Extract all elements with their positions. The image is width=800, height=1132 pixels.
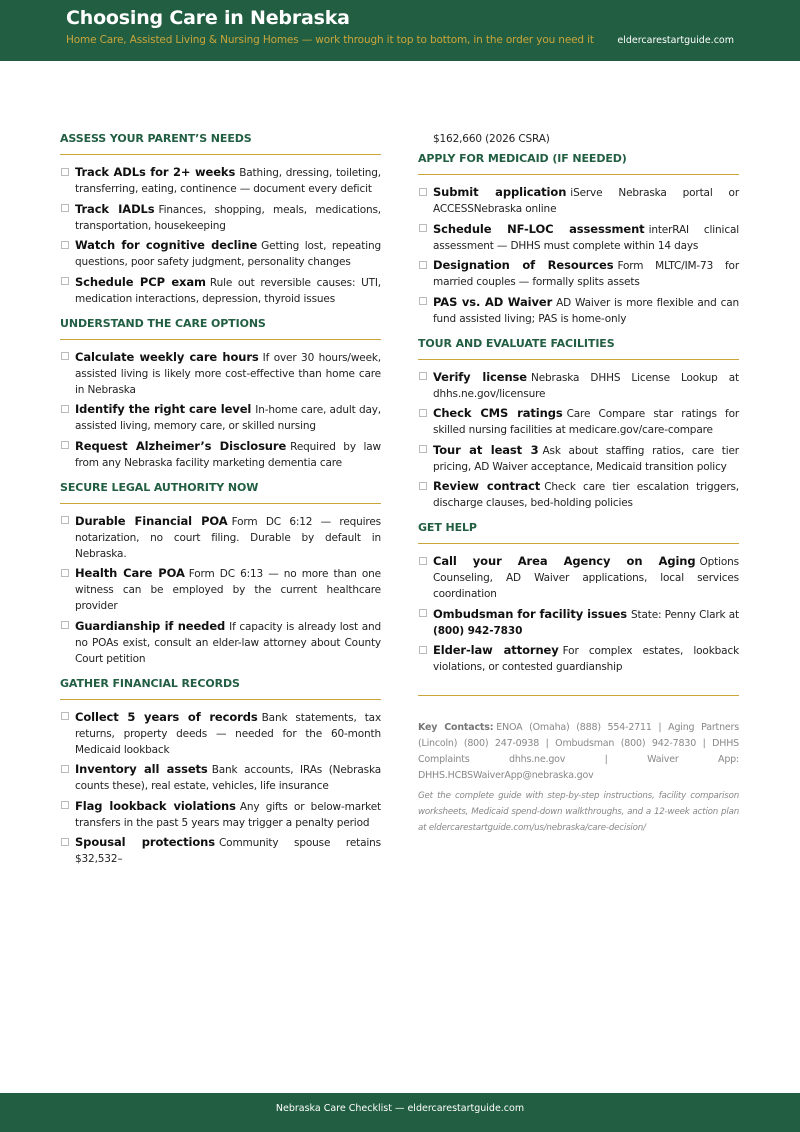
checkbox-icon[interactable]: [419, 482, 427, 490]
item-text: For complex estates, lookback violations, or contested guardianship: [433, 645, 739, 673]
checkbox-icon[interactable]: [61, 569, 69, 577]
checkbox-icon[interactable]: [419, 261, 427, 269]
checklist-item: [418, 478, 739, 511]
item-label: Schedule PCP exam: [75, 274, 206, 289]
section-get-help: [418, 521, 739, 675]
item-label: Schedule NF-LOC assessment: [433, 221, 645, 236]
checkbox-icon[interactable]: [419, 609, 427, 617]
header-site-link[interactable]: eldercarestartguide.com: [617, 35, 734, 46]
section-title: GATHER FINANCIAL RECORDS: [60, 677, 381, 700]
item-text: Form DC 6:13 — no more than one witness can be employed by the current healthcare provider: [75, 568, 381, 612]
checkbox-icon[interactable]: [419, 297, 427, 305]
item-label: Call your Area Agency on Aging: [433, 554, 696, 568]
section-title: UNDERSTAND THE CARE OPTIONS: [60, 317, 381, 340]
section-title: GET HELP: [418, 521, 739, 544]
item-text: If capacity is already lost and no POAs exist, consult an elder-law attorney about County Court petition: [75, 620, 381, 665]
item-text: Finances, shopping, meals, medications, transportation, housekeeping: [75, 203, 381, 232]
checklist-item: [418, 405, 739, 438]
left-column: [60, 124, 381, 871]
key-contacts-label: Key Contacts:: [418, 722, 494, 733]
checklist-item: [418, 184, 739, 217]
item-label: Elder-law attorney: [433, 643, 559, 657]
checkbox-icon[interactable]: [61, 838, 69, 846]
section-assess-needs: [60, 132, 381, 307]
item-label: Request Alzheimer’s Disclosure: [75, 438, 287, 453]
checkbox-icon[interactable]: [61, 168, 69, 176]
item-text: In-home care, adult day, assisted living, memory care, or skilled nursing: [75, 404, 381, 432]
checklist-item: [418, 642, 739, 675]
item-label: Ombudsman for facility issues: [433, 606, 627, 621]
item-label: Calculate weekly care hours: [75, 349, 259, 364]
checkbox-icon[interactable]: [419, 557, 427, 565]
checklist-item: [60, 349, 381, 398]
checklist-item: [418, 257, 739, 290]
item-text: Nebraska DHHS License Lookup at dhhs.ne.gov/licensure: [433, 371, 739, 400]
item-text: Bank statements, tax returns, property deeds — needed for the 60-month Medicaid lookback: [75, 711, 382, 756]
item-text: Care Compare star ratings for skilled nursing facilities at medicare.gov/care-compare: [433, 408, 740, 436]
checklist-item: [60, 709, 381, 758]
page-subtitle: Home Care, Assisted Living & Nursing Homes — work through it top to bottom, in the order you need it: [66, 34, 594, 46]
item-text: Options Counseling, AD Waiver applications, local services coordination: [433, 556, 739, 600]
item-text-continuation: $162,660 (2026 CSRA): [433, 133, 550, 145]
checkbox-icon[interactable]: [61, 352, 69, 360]
ombudsman-phone[interactable]: (800) 942-7830: [433, 624, 523, 637]
section-financial-records: [60, 677, 381, 868]
checkbox-icon[interactable]: [61, 277, 69, 285]
item-label: Spousal protections: [75, 835, 215, 849]
item-label: Collect 5 years of records: [75, 709, 258, 724]
footer-text: Nebraska Care Checklist — eldercarestartguide.com: [275, 1103, 525, 1114]
checkbox-icon[interactable]: [61, 712, 69, 720]
checklist-item: [418, 294, 739, 327]
item-text: State: Penny Clark at: [630, 608, 739, 621]
item-text: Getting lost, repeating questions, poor safety judgment, personality changes: [75, 240, 381, 268]
item-text: Bank accounts, IRAs (Nebraska counts these), real estate, vehicles, life insurance: [75, 764, 381, 792]
page-title: Choosing Care in Nebraska: [66, 7, 350, 29]
checkbox-icon[interactable]: [419, 224, 427, 232]
checklist-item: [60, 798, 381, 831]
checkbox-icon[interactable]: [419, 409, 427, 417]
item-text: Ask about staffing ratios, care tier pricing, AD Waiver acceptance, Medicaid transition policy: [433, 444, 739, 473]
guide-promo: Get the complete guide with step-by-step instructions, facility comparison worksheets, Medicaid spend-down walkthroughs, and a 12-week action plan at eldercarestartguide.com/us/nebraska/care-decision/: [418, 791, 739, 833]
key-contacts-text: ENOA (Omaha) (888) 554-2711 | Aging Partners (Lincoln) (800) 247-0938 | Ombudsman (800) 942-7830 | DHHS Complaints dhhs.ne.gov | Waiver App: DHHS.HCBSWaiverApp@nebraska.gov: [418, 722, 739, 781]
key-contacts: [418, 720, 739, 784]
checklist-item: [60, 565, 381, 614]
checkbox-icon[interactable]: [61, 516, 69, 524]
item-text: If over 30 hours/week, assisted living is likely more cost-effective than home care in Nebraska: [75, 351, 381, 396]
page-header: [0, 0, 800, 61]
checklist-item: [418, 606, 739, 639]
section-care-options: [60, 317, 381, 471]
item-label: Inventory all assets: [75, 762, 208, 776]
checklist-item: [418, 369, 739, 402]
checkbox-icon[interactable]: [419, 646, 427, 654]
item-text: Check care tier escalation triggers, discharge clauses, bed-holding policies: [433, 481, 739, 509]
item-label: Verify license: [433, 369, 527, 384]
section-legal-authority: [60, 481, 381, 667]
section-tour-facilities: [418, 337, 739, 512]
item-label: Track ADLs for 2+ weeks: [75, 165, 236, 179]
item-label: Guardianship if needed: [75, 618, 226, 633]
checklist-item: [418, 553, 739, 602]
checkbox-icon[interactable]: [419, 188, 427, 196]
checklist-item: [60, 438, 381, 471]
item-label: Health Care POA: [75, 566, 185, 580]
section-title: TOUR AND EVALUATE FACILITIES: [418, 337, 739, 360]
checkbox-icon[interactable]: [61, 441, 69, 449]
checkbox-icon[interactable]: [61, 405, 69, 413]
item-label: PAS vs. AD Waiver: [433, 294, 553, 309]
checklist-item: [60, 401, 381, 434]
checklist-item: [60, 164, 381, 197]
item-text: Community spouse retains $32,532–: [75, 837, 381, 865]
item-text: iServe Nebraska portal or ACCESSNebraska online: [433, 187, 739, 215]
item-text: Required by law from any Nebraska facility marketing dementia care: [75, 440, 381, 469]
checklist-item: [418, 442, 739, 475]
item-text: interRAI clinical assessment — DHHS must complete within 14 days: [433, 223, 739, 252]
item-text: Any gifts or below-market transfers in the past 5 years may trigger a penalty period: [75, 800, 381, 829]
checklist-item: [60, 201, 381, 234]
section-title: SECURE LEGAL AUTHORITY NOW: [60, 481, 381, 504]
item-label: Durable Financial POA: [75, 513, 228, 528]
item-text: Rule out reversible causes: UTI, medication interactions, depression, thyroid issues: [75, 276, 381, 305]
item-label: Flag lookback violations: [75, 798, 236, 813]
section-title: APPLY FOR MEDICAID (IF NEEDED): [418, 152, 739, 175]
item-label: Review contract: [433, 479, 541, 493]
page-footer: [0, 1093, 800, 1132]
checklist-item: [60, 834, 381, 867]
item-label: Check CMS ratings: [433, 406, 563, 420]
checkbox-icon[interactable]: [61, 241, 69, 249]
item-label: Identify the right care level: [75, 402, 252, 416]
checklist-item: [60, 274, 381, 307]
checkbox-icon[interactable]: [61, 765, 69, 773]
checkbox-icon[interactable]: [419, 445, 427, 453]
item-label: Submit application: [433, 185, 567, 199]
item-text: Form MLTC/IM-73 for married couples — formally splits assets: [433, 260, 739, 288]
item-label: Designation of Resources: [433, 258, 614, 272]
item-text: AD Waiver is more flexible and can fund assisted living; PAS is home-only: [433, 296, 739, 325]
checkbox-icon[interactable]: [61, 621, 69, 629]
checklist-item: [418, 221, 739, 254]
checkbox-icon[interactable]: [419, 372, 427, 380]
checklist-item: [60, 618, 381, 667]
section-title: ASSESS YOUR PARENT’S NEEDS: [60, 132, 381, 155]
item-label: Tour at least 3: [433, 442, 539, 457]
right-column: [418, 131, 739, 836]
checklist-item: [60, 513, 381, 562]
key-contacts-block: [418, 695, 739, 836]
checkbox-icon[interactable]: [61, 204, 69, 212]
item-label: Track IADLs: [75, 201, 155, 216]
item-label: Watch for cognitive decline: [75, 238, 258, 252]
item-text: Form DC 6:12 — requires notarization, no court filing. Durable by default in Nebraska.: [75, 515, 381, 560]
section-medicaid: [418, 152, 739, 327]
checklist-item: [60, 761, 381, 794]
checkbox-icon[interactable]: [61, 801, 69, 809]
item-text: Bathing, dressing, toileting, transferring, eating, continence — document every deficit: [75, 167, 381, 195]
checklist-item: [60, 237, 381, 270]
